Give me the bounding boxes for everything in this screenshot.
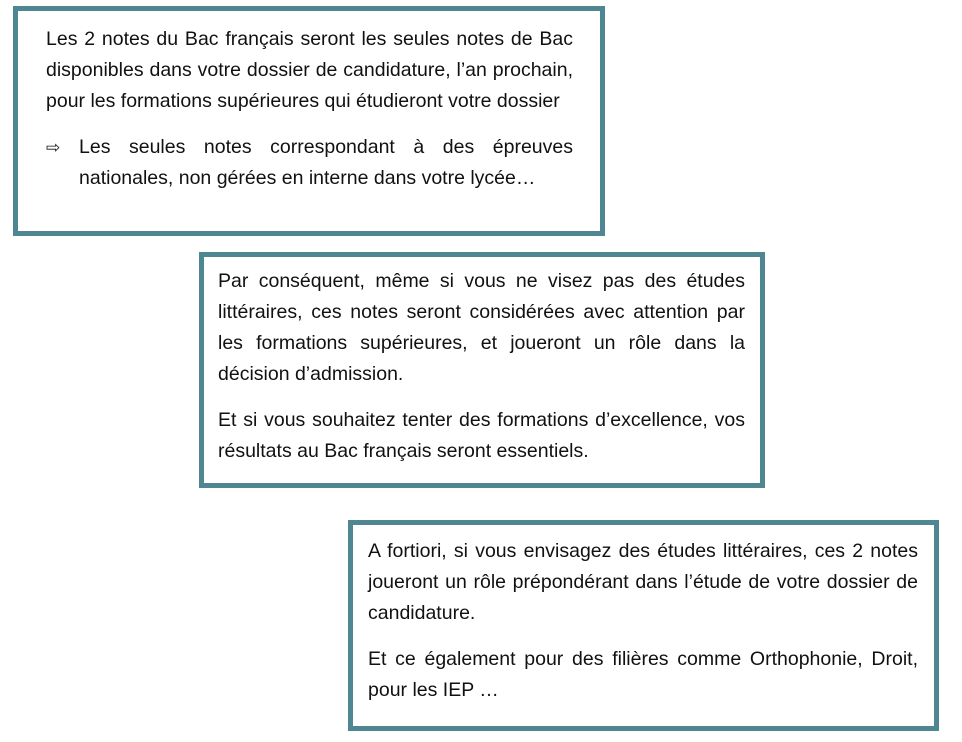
box1-bullet-text: Les seules notes correspondant à des épreuves nationales, non gérées en interne dans votre lycée… <box>79 136 573 189</box>
box2-paragraph-1: Par conséquent, même si vous ne visez pas des études littéraires, ces notes seront considérées avec attention par les formations supérieures, et joueront un rôle dans la décision d’admission. <box>218 270 745 385</box>
box3-paragraph-1: A fortiori, si vous envisagez des études littéraires, ces 2 notes joueront un rôle prépondérant dans l’étude de votre dossier de candidature. <box>368 540 918 624</box>
box2-paragraph-2: Et si vous souhaitez tenter des formations d’excellence, vos résultats au Bac français seront essentiels. <box>218 409 745 462</box>
box1-paragraph: Les 2 notes du Bac français seront les seules notes de Bac disponibles dans votre dossier de candidature, l’an prochain, pour les formations supérieures qui étudieront votre dossier <box>46 28 573 112</box>
arrow-right-icon: ⇨ <box>46 138 61 157</box>
box3-paragraph-2: Et ce également pour des filières comme Orthophonie, Droit, pour les IEP … <box>368 648 918 701</box>
box1-bullet-item <box>46 132 573 194</box>
text-box-consequence <box>199 252 765 488</box>
text-box-bac-notes <box>13 6 605 236</box>
text-box-litteraires <box>348 520 939 731</box>
